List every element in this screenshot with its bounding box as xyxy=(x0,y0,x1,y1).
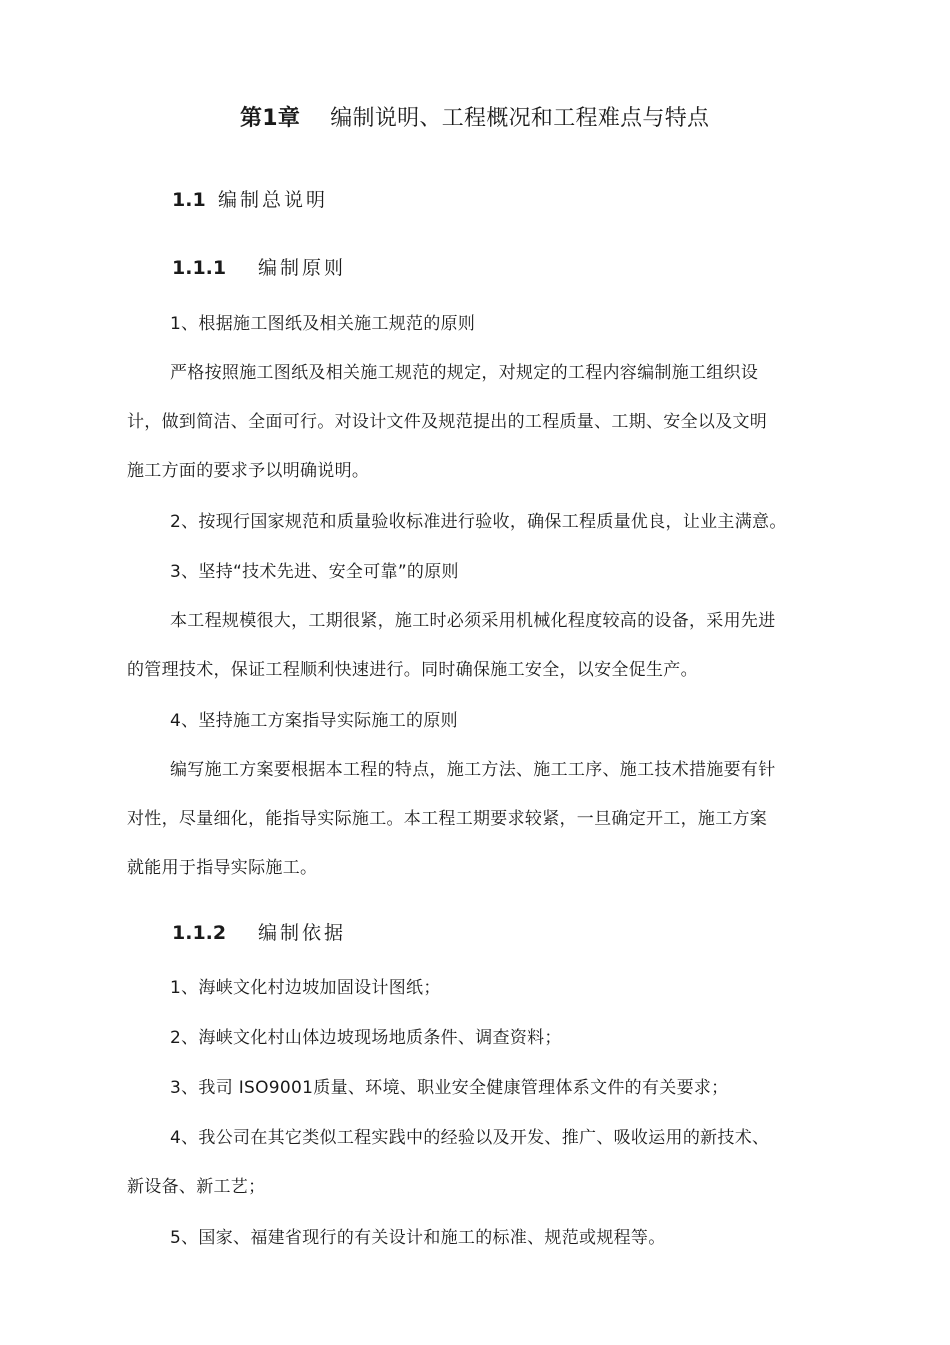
principle-4-title: 4、坚持施工方案指导实际施工的原则 xyxy=(170,711,458,731)
chapter-title: 编制说明、工程概况和工程难点与特点 xyxy=(330,106,710,131)
principle-1-title: 1、根据施工图纸及相关施工规范的原则 xyxy=(170,314,476,334)
principle-1-text-line-2: 计，做到简洁、全面可行。对设计文件及规范提出的工程质量、工期、安全以及文明 xyxy=(127,412,768,432)
basis-item-4-line-1: 4、我公司在其它类似工程实践中的经验以及开发、推广、吸收运用的新技术、 xyxy=(170,1128,770,1148)
basis-item-1: 1、海峡文化村边坡加固设计图纸； xyxy=(170,978,441,998)
principle-3-text-line-1: 本工程规模很大，工期很紧，施工时必须采用机械化程度较高的设备，采用先进 xyxy=(170,611,776,631)
principle-3-text-line-2: 的管理技术，保证工程顺利快速进行。同时确保施工安全，以安全促生产。 xyxy=(127,660,698,680)
section-1-1-1-heading xyxy=(172,255,346,281)
principle-4-text-line-1: 编写施工方案要根据本工程的特点，施工方法、施工工序、施工技术措施要有针 xyxy=(170,760,776,780)
basis-item-5: 5、国家、福建省现行的有关设计和施工的标准、规范或规程等。 xyxy=(170,1228,666,1248)
section-1-1-2-heading xyxy=(172,920,346,946)
basis-item-3: 3、我司 ISO9001质量、环境、职业安全健康管理体系文件的有关要求； xyxy=(170,1078,729,1098)
section-1-1-title: 编制总说明 xyxy=(218,189,329,211)
principle-4-text-line-3: 就能用于指导实际施工。 xyxy=(127,858,318,878)
chapter-number: 第1章 xyxy=(240,106,301,131)
chapter-heading xyxy=(240,104,709,134)
section-1-1-1-number: 1.1.1 xyxy=(172,257,227,279)
section-1-1-heading xyxy=(172,187,328,213)
principle-2-title: 2、按现行国家规范和质量验收标准进行验收，确保工程质量优良，让业主满意。 xyxy=(170,512,787,532)
section-1-1-2-number: 1.1.2 xyxy=(172,922,227,944)
principle-4-text-line-2: 对性，尽量细化，能指导实际施工。本工程工期要求较紧，一旦确定开工，施工方案 xyxy=(127,809,768,829)
basis-item-2: 2、海峡文化村山体边坡现场地质条件、调查资料； xyxy=(170,1028,562,1048)
principle-3-title: 3、坚持“技术先进、安全可靠”的原则 xyxy=(170,562,459,582)
section-1-1-2-title: 编制依据 xyxy=(258,922,347,944)
principle-1-text-line-1: 严格按照施工图纸及相关施工规范的规定，对规定的工程内容编制施工组织设 xyxy=(170,363,759,383)
section-1-1-1-title: 编制原则 xyxy=(258,257,347,279)
section-1-1-number: 1.1 xyxy=(172,189,206,211)
basis-item-4-line-2: 新设备、新工艺； xyxy=(127,1177,266,1197)
principle-1-text-line-3: 施工方面的要求予以明确说明。 xyxy=(127,461,370,481)
